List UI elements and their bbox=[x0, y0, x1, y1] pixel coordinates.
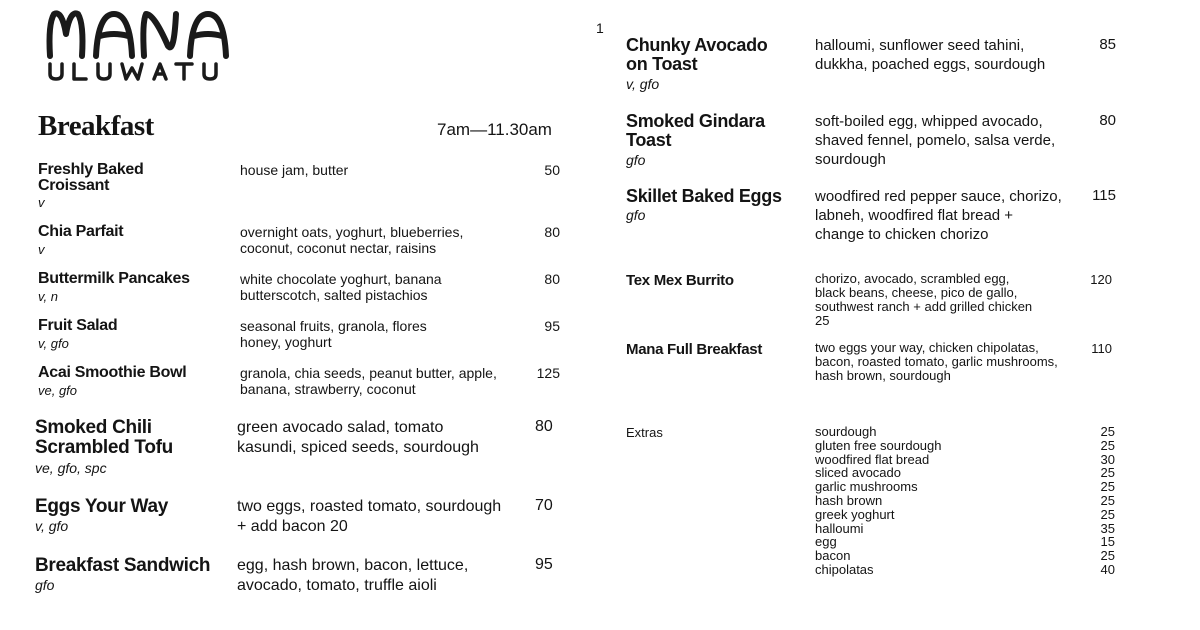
item-name: Fruit Salad bbox=[38, 317, 118, 334]
item-diet-tags: gfo bbox=[35, 577, 55, 593]
item-description: house jam, butter bbox=[240, 162, 349, 178]
item-name: Chunky Avocado on Toast bbox=[626, 35, 768, 74]
extra-price: 25 bbox=[1100, 492, 1115, 508]
extra-price: 25 bbox=[1100, 548, 1115, 564]
extra-price: 15 bbox=[1100, 534, 1115, 550]
item-price: 120 bbox=[1090, 272, 1112, 287]
menu-item bbox=[35, 418, 562, 478]
item-name: Smoked Gindara Toast bbox=[626, 111, 765, 150]
item-price: 125 bbox=[536, 365, 560, 381]
item-diet-tags: v bbox=[38, 242, 45, 257]
item-diet-tags: v bbox=[38, 195, 45, 210]
extra-price: 25 bbox=[1100, 465, 1115, 481]
item-price: 80 bbox=[544, 224, 560, 240]
item-description: two eggs, roasted tomato, sourdough + add bacon 20 bbox=[237, 498, 502, 535]
extra-item bbox=[815, 549, 1115, 563]
extra-price: 25 bbox=[1100, 506, 1115, 522]
item-description: egg, hash brown, bacon, lettuce, avocado, tomato, truffle aioli bbox=[237, 557, 469, 594]
item-description: chorizo, avocado, scrambled egg, black beans, cheese, pico de gallo, southwest ranch + add grilled chicken 25 bbox=[815, 271, 1033, 328]
item-diet-tags: gfo bbox=[626, 152, 646, 168]
extra-name: hash brown bbox=[815, 492, 883, 508]
item-description: seasonal fruits, granola, flores honey, yoghurt bbox=[240, 318, 427, 350]
menu-item bbox=[38, 224, 562, 260]
page-number: 1 bbox=[596, 20, 604, 36]
extras-list bbox=[815, 425, 1115, 577]
menu-item bbox=[35, 556, 562, 596]
item-name: Smoked Chili Scrambled Tofu bbox=[35, 417, 173, 458]
menu-item bbox=[38, 271, 562, 307]
extra-item bbox=[815, 508, 1115, 522]
section-title: Breakfast bbox=[38, 110, 154, 142]
item-name: Tex Mex Burrito bbox=[626, 272, 734, 289]
item-price: 80 bbox=[535, 418, 553, 435]
extra-price: 35 bbox=[1100, 520, 1115, 536]
extra-price: 25 bbox=[1100, 437, 1115, 453]
item-price: 95 bbox=[544, 318, 560, 334]
item-diet-tags: v, gfo bbox=[38, 336, 69, 351]
item-name: Buttermilk Pancakes bbox=[38, 270, 190, 287]
menu-item bbox=[38, 365, 562, 401]
item-description: granola, chia seeds, peanut butter, apple, banana, strawberry, coconut bbox=[240, 365, 497, 397]
extra-item bbox=[815, 453, 1115, 467]
item-description: white chocolate yoghurt, banana butterscotch, salted pistachios bbox=[240, 271, 442, 303]
extra-item bbox=[815, 535, 1115, 549]
extra-name: greek yoghurt bbox=[815, 506, 895, 522]
extra-name: halloumi bbox=[815, 520, 864, 536]
item-description: soft-boiled egg, whipped avocado, shaved fennel, pomelo, salsa verde, sourdough bbox=[815, 113, 1056, 168]
item-name: Acai Smoothie Bowl bbox=[38, 364, 187, 381]
extra-price: 30 bbox=[1100, 451, 1115, 467]
extra-item bbox=[815, 494, 1115, 508]
extra-name: sourdough bbox=[815, 424, 877, 439]
extra-name: chipolatas bbox=[815, 561, 874, 577]
extra-name: garlic mushrooms bbox=[815, 479, 918, 495]
extra-price: 40 bbox=[1100, 561, 1115, 577]
extra-item bbox=[815, 480, 1115, 494]
item-name: Mana Full Breakfast bbox=[626, 341, 763, 358]
menu-item bbox=[38, 318, 562, 354]
extra-item bbox=[815, 466, 1115, 480]
item-description: woodfired red pepper sauce, chorizo, labneh, woodfired flat bread + change to chicken chorizo bbox=[815, 188, 1062, 243]
extra-name: bacon bbox=[815, 548, 851, 564]
extra-item bbox=[815, 563, 1115, 577]
extra-name: sliced avocado bbox=[815, 465, 901, 481]
item-price: 95 bbox=[535, 556, 553, 573]
item-price: 70 bbox=[535, 497, 553, 514]
item-diet-tags: ve, gfo, spc bbox=[35, 460, 107, 476]
extra-name: gluten free sourdough bbox=[815, 437, 942, 453]
menu-item bbox=[626, 272, 1116, 332]
item-price: 80 bbox=[1099, 112, 1116, 129]
item-description: green avocado salad, tomato kasundi, spiced seeds, sourdough bbox=[237, 419, 479, 456]
item-name: Skillet Baked Eggs bbox=[626, 186, 782, 206]
menu-item bbox=[626, 341, 1116, 389]
item-diet-tags: gfo bbox=[626, 207, 646, 223]
item-name: Chia Parfait bbox=[38, 223, 124, 240]
item-diet-tags: v, n bbox=[38, 289, 58, 304]
item-diet-tags: v, gfo bbox=[626, 76, 660, 92]
extra-item bbox=[815, 522, 1115, 536]
item-price: 80 bbox=[544, 271, 560, 287]
mana-uluwatu-logo bbox=[44, 4, 280, 84]
extra-item bbox=[815, 439, 1115, 453]
item-price: 85 bbox=[1099, 36, 1116, 53]
item-price: 110 bbox=[1091, 341, 1112, 356]
extra-price: 25 bbox=[1100, 424, 1115, 439]
extra-name: egg bbox=[815, 534, 837, 550]
extra-name: woodfired flat bread bbox=[815, 451, 930, 467]
extra-item bbox=[815, 425, 1115, 439]
item-price: 115 bbox=[1092, 187, 1116, 204]
item-name: Breakfast Sandwich bbox=[35, 555, 211, 576]
extra-price: 25 bbox=[1100, 479, 1115, 495]
item-description: overnight oats, yoghurt, blueberries, coconut, coconut nectar, raisins bbox=[240, 224, 464, 256]
item-diet-tags: ve, gfo bbox=[38, 383, 78, 398]
item-price: 50 bbox=[544, 162, 560, 178]
item-name: Eggs Your Way bbox=[35, 496, 168, 517]
item-diet-tags: v, gfo bbox=[35, 518, 69, 534]
menu-item bbox=[38, 162, 562, 210]
item-description: two eggs your way, chicken chipolatas, bacon, roasted tomato, garlic mushrooms, hash brown, sourdough bbox=[815, 340, 1058, 383]
item-name: Freshly Baked Croissant bbox=[38, 161, 144, 194]
menu-item bbox=[626, 112, 1116, 172]
menu-item bbox=[35, 497, 562, 537]
extras-heading: Extras bbox=[626, 425, 663, 440]
section-hours: 7am—11.30am bbox=[437, 120, 552, 139]
menu-item bbox=[626, 187, 1116, 247]
item-description: halloumi, sunflower seed tahini, dukkha, poached eggs, sourdough bbox=[815, 37, 1046, 73]
menu-item bbox=[626, 36, 1116, 96]
